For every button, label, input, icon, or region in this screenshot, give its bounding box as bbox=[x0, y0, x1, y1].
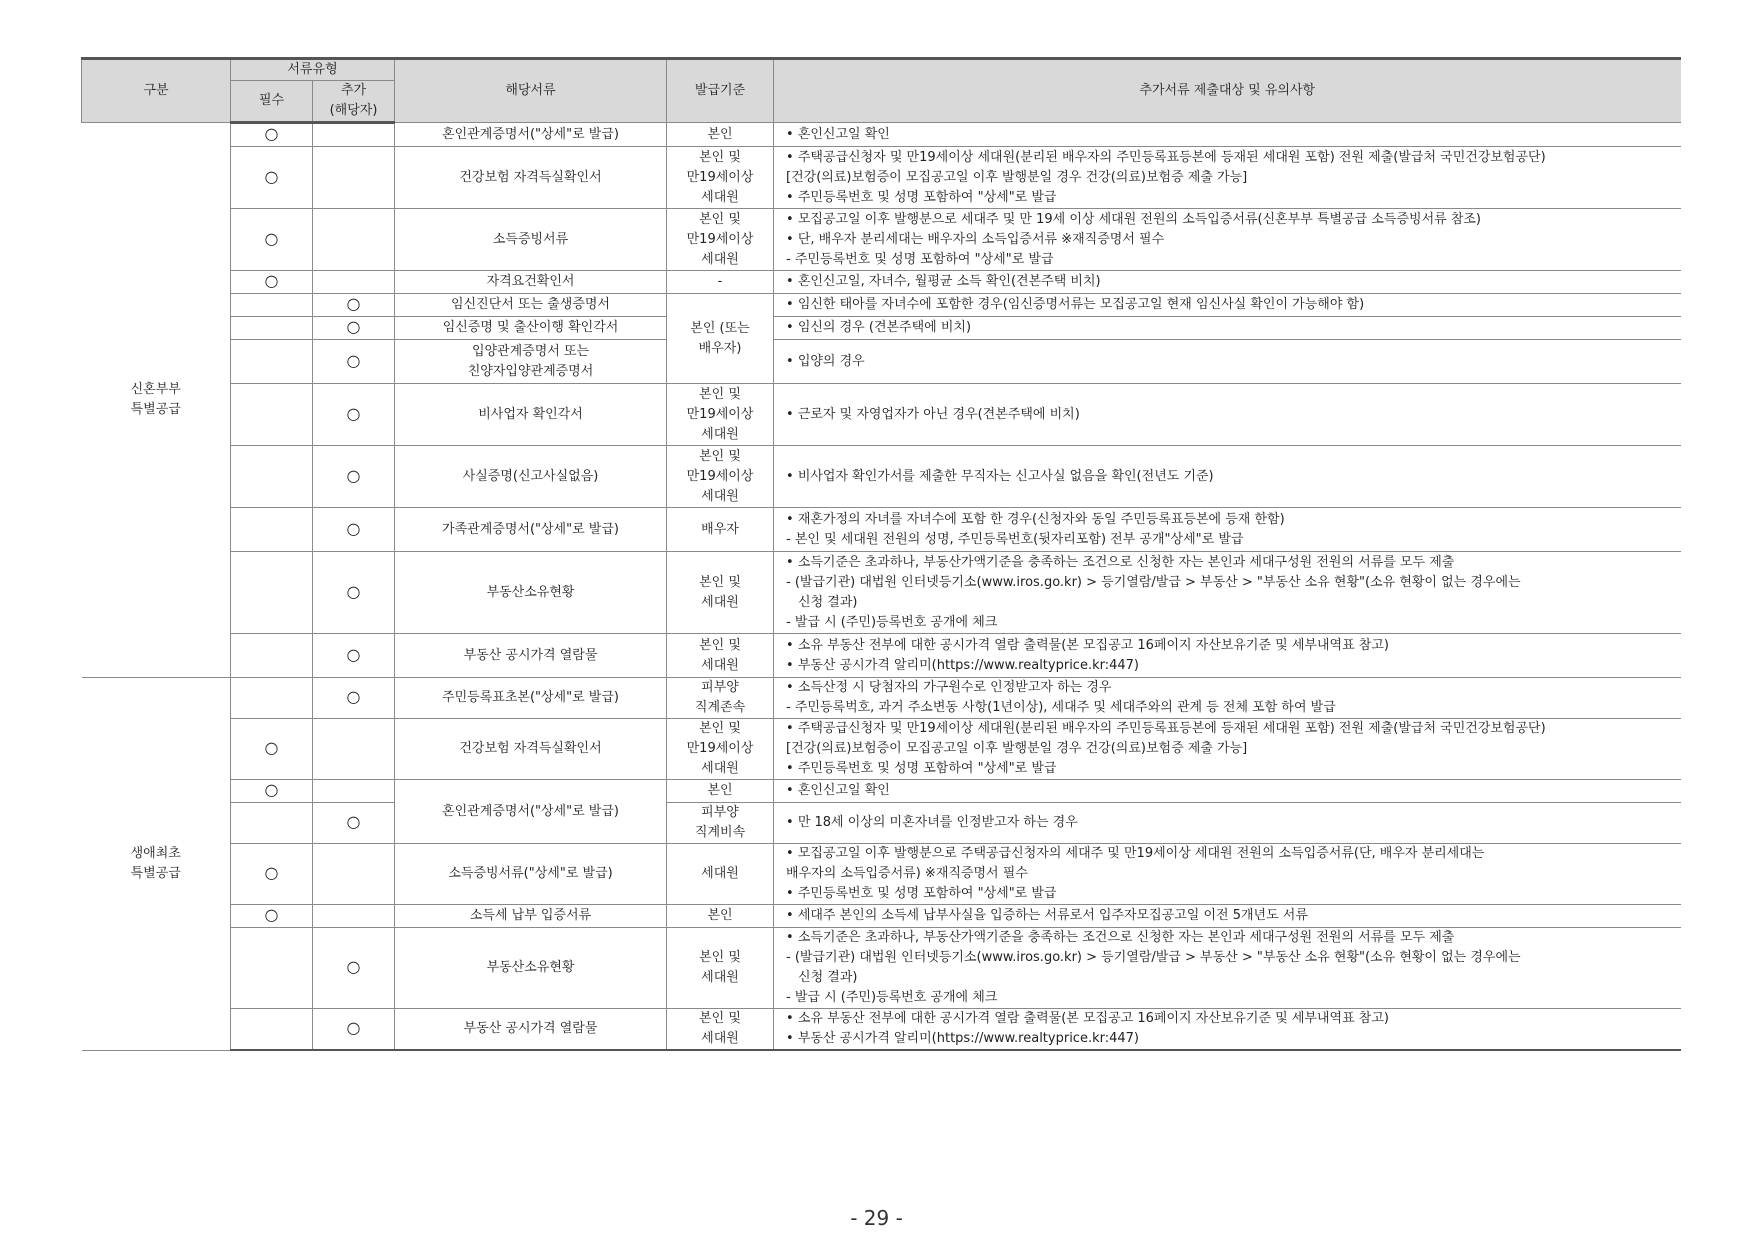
note-line: 신청 결과) bbox=[798, 594, 858, 610]
document-name-line: 주민등록표초본("상세"로 발급) bbox=[442, 690, 619, 705]
note-line: • 주민등록번호 및 성명 포함하여 "상세"로 발급 bbox=[786, 886, 1057, 901]
required-mark-cell bbox=[231, 552, 313, 634]
additional-mark-cell bbox=[313, 719, 395, 780]
notes-cell bbox=[774, 209, 1681, 271]
issuance-basis-line: 배우자 bbox=[701, 521, 739, 537]
required-mark-cell bbox=[231, 634, 313, 678]
note-line: • 소득산정 시 당첨자의 가구원수로 인정받고자 하는 경우 bbox=[786, 680, 1112, 695]
notes-cell bbox=[774, 552, 1681, 634]
document-name-line: 입양관계증명서 또는 bbox=[471, 343, 590, 359]
notes-cell bbox=[774, 844, 1681, 905]
table-row bbox=[82, 780, 1681, 803]
table-row bbox=[82, 844, 1681, 905]
issuance-basis bbox=[667, 905, 774, 928]
required-mark-cell bbox=[231, 209, 313, 271]
required-mark-cell bbox=[231, 508, 313, 552]
issuance-basis-line: 본인 및 bbox=[699, 386, 741, 402]
issuance-basis-line: 본인 bbox=[707, 908, 733, 923]
required-mark-cell bbox=[231, 928, 313, 1009]
issuance-basis-line: 직계비속 bbox=[694, 825, 746, 840]
document-name-line: 건강보험 자격득실확인서 bbox=[459, 169, 602, 185]
note-line: • 소득기준은 초과하나, 부동산가액기준을 충족하는 조건으로 신청한 자는 본인과 세대구성원 전원의 서류를 모두 제출 bbox=[786, 930, 1455, 945]
document-name-line: 비사업자 확인각서 bbox=[478, 406, 583, 422]
table-row bbox=[82, 552, 1681, 634]
note-line: - 발급 시 (주민)등록번호 공개에 체크 bbox=[786, 614, 998, 630]
circle-mark: ○ bbox=[346, 1018, 361, 1037]
issuance-basis bbox=[667, 552, 774, 634]
circle-mark: ○ bbox=[264, 905, 279, 924]
table-row bbox=[82, 147, 1681, 209]
notes-cell bbox=[774, 446, 1681, 508]
issuance-basis-line: 만19세이상 bbox=[686, 231, 754, 247]
additional-mark-cell bbox=[313, 552, 395, 634]
table-row bbox=[82, 123, 1681, 147]
document-name bbox=[395, 719, 667, 780]
circle-mark: ○ bbox=[346, 687, 361, 706]
header-additional bbox=[313, 81, 395, 123]
note-line: • 만 18세 이상의 미혼자녀를 인정받고자 하는 경우 bbox=[786, 815, 1078, 830]
note-line: • 부동산 공시가격 알리미(https://www.realtyprice.kr:447) bbox=[786, 1031, 1139, 1046]
required-mark-cell bbox=[231, 147, 313, 209]
note-line: - 발급 시 (주민)등록번호 공개에 체크 bbox=[786, 990, 998, 1005]
issuance-basis bbox=[667, 209, 774, 271]
issuance-basis-line: 본인 및 bbox=[699, 637, 741, 653]
section-label bbox=[82, 678, 231, 1051]
table-row bbox=[82, 1009, 1681, 1051]
circle-mark: ○ bbox=[264, 863, 279, 882]
issuance-basis-line: 만19세이상 bbox=[686, 741, 754, 756]
additional-mark-cell bbox=[313, 271, 395, 294]
table-row bbox=[82, 905, 1681, 928]
notes-cell bbox=[774, 678, 1681, 719]
issuance-basis-line: 본인 및 bbox=[699, 1011, 741, 1026]
circle-mark: ○ bbox=[264, 228, 279, 248]
additional-mark-cell bbox=[313, 384, 395, 446]
required-mark-cell bbox=[231, 905, 313, 928]
document-name bbox=[395, 317, 667, 340]
note-line: - 주민등록벅호, 과거 주소변동 사항(1년이상), 세대주 및 세대주와의 관계 등 전체 포함 하여 발급 bbox=[786, 700, 1336, 715]
required-mark-cell bbox=[231, 384, 313, 446]
note-line: 신청 결과) bbox=[798, 970, 858, 985]
table-row bbox=[82, 294, 1681, 317]
document-name bbox=[395, 844, 667, 905]
issuance-basis-line: 세대원 bbox=[701, 251, 739, 267]
notes-cell bbox=[774, 508, 1681, 552]
table-row bbox=[82, 803, 1681, 844]
required-mark-cell bbox=[231, 340, 313, 384]
document-name bbox=[395, 340, 667, 384]
issuance-basis bbox=[667, 384, 774, 446]
required-mark-cell bbox=[231, 719, 313, 780]
circle-mark: ○ bbox=[264, 780, 279, 799]
note-line: • 주민등록번호 및 성명 포함하여 "상세"로 발급 bbox=[786, 189, 1057, 205]
document-name bbox=[395, 634, 667, 678]
circle-mark: ○ bbox=[264, 124, 279, 143]
note-line: • 혼인신고일, 자녀수, 월평균 소득 확인(견본주택 비치) bbox=[786, 274, 1101, 289]
note-line: • 소득기준은 초과하나, 부동산가액기준을 충족하는 조건으로 신청한 자는 본인과 세대구성원 전원의 서류를 모두 제출 bbox=[786, 554, 1455, 570]
note-line: • 임신의 경우 (견본주택에 비치) bbox=[786, 320, 972, 335]
document-name-line: 소득증빙서류 bbox=[492, 231, 569, 247]
issuance-basis-line: 본인 및 bbox=[699, 721, 741, 736]
document-name-line: 부동산소유현황 bbox=[486, 584, 575, 600]
document-requirements-table bbox=[81, 57, 1681, 1051]
additional-mark-cell bbox=[313, 678, 395, 719]
required-mark-cell bbox=[231, 803, 313, 844]
required-mark-cell bbox=[231, 678, 313, 719]
circle-mark: ○ bbox=[346, 518, 361, 538]
issuance-basis-line: 본인 bbox=[707, 126, 733, 142]
note-line: • 모집공고일 이후 발행분으로 세대주 및 만 19세 이상 세대원 전원의 소득입증서류(신혼부부 특별공급 소득증빙서류 참조) bbox=[786, 211, 1482, 227]
notes-cell bbox=[774, 928, 1681, 1009]
issuance-basis bbox=[667, 123, 774, 147]
additional-mark-cell bbox=[313, 209, 395, 271]
note-line: • 단, 배우자 분리세대는 배우자의 소득입증서류 ※재직증명서 필수 bbox=[786, 231, 1165, 247]
notes-cell bbox=[774, 780, 1681, 803]
header-additional-bottom: (해당자) bbox=[329, 103, 378, 118]
additional-mark-cell bbox=[313, 294, 395, 317]
issuance-basis bbox=[667, 780, 774, 803]
note-line: • 주택공급신청자 및 만19세이상 세대원(분리된 배우자의 주민등록표등본에 등재된 세대원 포함) 전원 제출(발급처 국민건강보험공단) bbox=[786, 149, 1546, 165]
additional-mark-cell bbox=[313, 844, 395, 905]
issuance-basis-line: 세대원 bbox=[701, 488, 739, 504]
issuance-basis bbox=[667, 508, 774, 552]
document-name-line: 부동산 공시가격 열람물 bbox=[463, 647, 598, 663]
issuance-basis-line: 직계존속 bbox=[694, 700, 746, 715]
table-row bbox=[82, 719, 1681, 780]
note-line: • 비사업자 확인가서를 제출한 무직자는 신고사실 없음을 확인(전년도 기준) bbox=[786, 468, 1214, 484]
notes-cell bbox=[774, 340, 1681, 384]
additional-mark-cell bbox=[313, 928, 395, 1009]
table-row bbox=[82, 508, 1681, 552]
additional-mark-cell bbox=[313, 803, 395, 844]
issuance-basis-line: 만19세이상 bbox=[686, 169, 754, 185]
issuance-basis-line: 세대원 bbox=[701, 426, 739, 442]
issuance-basis bbox=[667, 678, 774, 719]
issuance-basis-line: 본인 및 bbox=[699, 448, 741, 464]
document-name-line: 임신증명 및 출산이행 확인각서 bbox=[442, 320, 619, 335]
issuance-basis-line: 본인 (또는 bbox=[690, 320, 750, 336]
note-line: • 주택공급신청자 및 만19세이상 세대원(분리된 배우자의 주민등록표등본에 등재된 세대원 포함) 전원 제출(발급처 국민건강보험공단) bbox=[786, 721, 1546, 736]
notes-cell bbox=[774, 634, 1681, 678]
note-line: • 주민등록번호 및 성명 포함하여 "상세"로 발급 bbox=[786, 761, 1057, 776]
note-line: - (발급기관) 대법원 인터넷등기소(www.iros.go.kr) > 등기열람/발급 > 부동산 > "부동산 소유 현황"(소유 현황이 없는 경우에는 bbox=[786, 574, 1521, 590]
required-mark-cell bbox=[231, 1009, 313, 1051]
header-category: 구분 bbox=[82, 59, 231, 123]
document-name-line: 소득증빙서류("상세"로 발급) bbox=[448, 866, 613, 881]
issuance-basis-line: 본인 및 bbox=[699, 950, 741, 965]
page-number: - 29 - bbox=[850, 1206, 903, 1230]
document-name-line: 친양자입양관계증명서 bbox=[467, 363, 594, 379]
notes-cell bbox=[774, 803, 1681, 844]
note-line: • 소유 부동산 전부에 대한 공시가격 열람 출력물(본 모집공고 16페이지 자산보유기준 및 세부내역표 참고) bbox=[786, 1011, 1389, 1026]
document-name bbox=[395, 928, 667, 1009]
issuance-basis bbox=[667, 928, 774, 1009]
header-document: 해당서류 bbox=[395, 59, 667, 123]
note-line: [건강(의료)보험증이 모집공고일 이후 발행분일 경우 건강(의료)보험증 제출 가능] bbox=[786, 169, 1248, 185]
document-name bbox=[395, 384, 667, 446]
header-doc-type: 서류유형 bbox=[231, 59, 395, 81]
document-name bbox=[395, 1009, 667, 1051]
issuance-basis-line: 세대원 bbox=[701, 970, 739, 985]
document-name-line: 혼인관계증명서("상세"로 발급) bbox=[442, 126, 619, 142]
issuance-basis bbox=[667, 446, 774, 508]
issuance-basis-line: 본인 bbox=[707, 783, 733, 798]
table-row bbox=[82, 340, 1681, 384]
section-label-line: 특별공급 bbox=[130, 402, 181, 417]
notes-cell bbox=[774, 719, 1681, 780]
table-row bbox=[82, 678, 1681, 719]
table-row bbox=[82, 317, 1681, 340]
document-name-line: 임신진단서 또는 출생증명서 bbox=[451, 297, 610, 312]
document-name-line: 부동산소유현황 bbox=[486, 960, 575, 975]
note-line: - 본인 및 세대원 전원의 성명, 주민등록번호(뒷자리포함) 전부 공개"상세"로 발급 bbox=[786, 531, 1244, 547]
notes-cell bbox=[774, 271, 1681, 294]
circle-mark: ○ bbox=[264, 271, 279, 290]
issuance-basis-line: 본인 및 bbox=[699, 149, 741, 165]
document-name bbox=[395, 446, 667, 508]
note-line: • 근로자 및 자영업자가 아닌 경우(견본주택에 비치) bbox=[786, 406, 1080, 422]
issuance-basis bbox=[667, 1009, 774, 1051]
note-line: - (발급기관) 대법원 인터넷등기소(www.iros.go.kr) > 등기열람/발급 > 부동산 > "부동산 소유 현황"(소유 현황이 없는 경우에는 bbox=[786, 950, 1521, 965]
additional-mark-cell bbox=[313, 634, 395, 678]
document-name bbox=[395, 780, 667, 844]
circle-mark: ○ bbox=[346, 812, 361, 831]
issuance-basis bbox=[667, 271, 774, 294]
note-line: • 혼인신고일 확인 bbox=[786, 126, 890, 142]
document-name bbox=[395, 123, 667, 147]
issuance-basis bbox=[667, 719, 774, 780]
circle-mark: ○ bbox=[264, 166, 279, 186]
additional-mark-cell bbox=[313, 1009, 395, 1051]
additional-mark-cell bbox=[313, 446, 395, 508]
circle-mark: ○ bbox=[346, 465, 361, 485]
note-line: • 모집공고일 이후 발행분으로 주택공급신청자의 세대주 및 만19세이상 세대원 전원의 소득입증서류(단, 배우자 분리세대는 bbox=[786, 846, 1485, 861]
table-row bbox=[82, 928, 1681, 1009]
note-line: • 혼인신고일 확인 bbox=[786, 783, 890, 798]
required-mark-cell bbox=[231, 446, 313, 508]
document-name bbox=[395, 678, 667, 719]
section-label-line: 신혼부부 bbox=[130, 382, 181, 397]
note-line: - 주민등록번호 및 성명 포함하여 "상세"로 발급 bbox=[786, 251, 1054, 267]
issuance-basis-line: 본인 및 bbox=[699, 211, 741, 227]
circle-mark: ○ bbox=[346, 317, 361, 336]
note-line: • 입양의 경우 bbox=[786, 353, 865, 369]
header-required: 필수 bbox=[231, 81, 313, 123]
additional-mark-cell bbox=[313, 508, 395, 552]
note-line: • 임신한 태아를 자녀수에 포함한 경우(임신증명서류는 모집공고일 현재 임신사실 확인이 가능해야 함) bbox=[786, 297, 1365, 312]
document-name-line: 자격요건확인서 bbox=[486, 274, 575, 289]
document-name-line: 사실증명(신고사실없음) bbox=[462, 468, 599, 484]
document-name bbox=[395, 552, 667, 634]
additional-mark-cell bbox=[313, 340, 395, 384]
table-body bbox=[82, 123, 1681, 1051]
notes-cell bbox=[774, 294, 1681, 317]
note-line: • 부동산 공시가격 알리미(https://www.realtyprice.kr:447) bbox=[786, 657, 1139, 673]
notes-cell bbox=[774, 123, 1681, 147]
issuance-basis bbox=[667, 844, 774, 905]
circle-mark: ○ bbox=[346, 644, 361, 664]
table-row bbox=[82, 384, 1681, 446]
issuance-basis bbox=[667, 803, 774, 844]
notes-cell bbox=[774, 147, 1681, 209]
issuance-basis-line: 만19세이상 bbox=[686, 468, 754, 484]
issuance-basis-line: 세대원 bbox=[701, 761, 739, 776]
document-name bbox=[395, 294, 667, 317]
table-row bbox=[82, 209, 1681, 271]
required-mark-cell bbox=[231, 844, 313, 905]
document-name-line: 혼인관계증명서("상세"로 발급) bbox=[442, 803, 619, 819]
issuance-basis-line: 본인 및 bbox=[699, 574, 741, 590]
issuance-basis-line: 세대원 bbox=[701, 866, 739, 881]
header-additional-top: 추가 bbox=[340, 83, 367, 98]
document-name bbox=[395, 209, 667, 271]
note-line: • 세대주 본인의 소득세 납부사실을 입증하는 서류로서 입주자모집공고일 이전 5개년도 서류 bbox=[786, 908, 1308, 923]
required-mark-cell bbox=[231, 123, 313, 147]
table-row bbox=[82, 271, 1681, 294]
circle-mark: ○ bbox=[346, 294, 361, 313]
note-line: • 소유 부동산 전부에 대한 공시가격 열람 출력물(본 모집공고 16페이지 자산보유기준 및 세부내역표 참고) bbox=[786, 637, 1389, 653]
required-mark-cell bbox=[231, 317, 313, 340]
document-name-line: 소득세 납부 입증서류 bbox=[469, 908, 592, 923]
issuance-basis-line: 세대원 bbox=[701, 189, 739, 205]
issuance-basis-line: 피부양 bbox=[701, 680, 739, 695]
document-name bbox=[395, 508, 667, 552]
issuance-basis bbox=[667, 634, 774, 678]
notes-cell bbox=[774, 905, 1681, 928]
circle-mark: ○ bbox=[346, 581, 361, 601]
table-row bbox=[82, 634, 1681, 678]
issuance-basis-line: 피부양 bbox=[701, 805, 739, 820]
issuance-basis-line: - bbox=[717, 274, 723, 289]
header-basis: 발급기준 bbox=[667, 59, 774, 123]
notes-cell bbox=[774, 384, 1681, 446]
additional-mark-cell bbox=[313, 780, 395, 803]
circle-mark: ○ bbox=[346, 403, 361, 423]
table-row bbox=[82, 446, 1681, 508]
issuance-basis-line: 세대원 bbox=[701, 594, 739, 610]
circle-mark: ○ bbox=[346, 350, 361, 370]
note-line: 배우자의 소득입증서류) ※재직증명서 필수 bbox=[786, 866, 1028, 881]
header-notes: 추가서류 제출대상 및 유의사항 bbox=[774, 59, 1681, 123]
issuance-basis-line: 만19세이상 bbox=[686, 406, 754, 422]
document-name bbox=[395, 271, 667, 294]
additional-mark-cell bbox=[313, 123, 395, 147]
circle-mark: ○ bbox=[264, 738, 279, 757]
additional-mark-cell bbox=[313, 905, 395, 928]
notes-cell bbox=[774, 1009, 1681, 1051]
note-line: • 재혼가정의 자녀를 자녀수에 포함 한 경우(신청자와 동일 주민등록표등본에 등재 한함) bbox=[786, 511, 1285, 527]
issuance-basis-line: 세대원 bbox=[701, 1031, 739, 1046]
document-name bbox=[395, 905, 667, 928]
circle-mark: ○ bbox=[346, 957, 361, 976]
issuance-basis bbox=[667, 294, 774, 384]
additional-mark-cell bbox=[313, 147, 395, 209]
required-mark-cell bbox=[231, 294, 313, 317]
section-label-line: 생애최초 bbox=[130, 845, 181, 861]
additional-mark-cell bbox=[313, 317, 395, 340]
issuance-basis bbox=[667, 147, 774, 209]
notes-cell bbox=[774, 317, 1681, 340]
note-line: [건강(의료)보험증이 모집공고일 이후 발행분일 경우 건강(의료)보험증 제출 가능] bbox=[786, 741, 1248, 756]
issuance-basis-line: 배우자) bbox=[698, 340, 742, 356]
section-label-line: 특별공급 bbox=[130, 865, 181, 881]
section-label bbox=[82, 123, 231, 678]
document-name-line: 부동산 공시가격 열람물 bbox=[463, 1021, 598, 1036]
document-name bbox=[395, 147, 667, 209]
document-name-line: 건강보험 자격득실확인서 bbox=[459, 741, 602, 756]
required-mark-cell bbox=[231, 271, 313, 294]
issuance-basis-line: 세대원 bbox=[701, 657, 739, 673]
document-name-line: 가족관계증명서("상세"로 발급) bbox=[442, 521, 619, 537]
required-mark-cell bbox=[231, 780, 313, 803]
